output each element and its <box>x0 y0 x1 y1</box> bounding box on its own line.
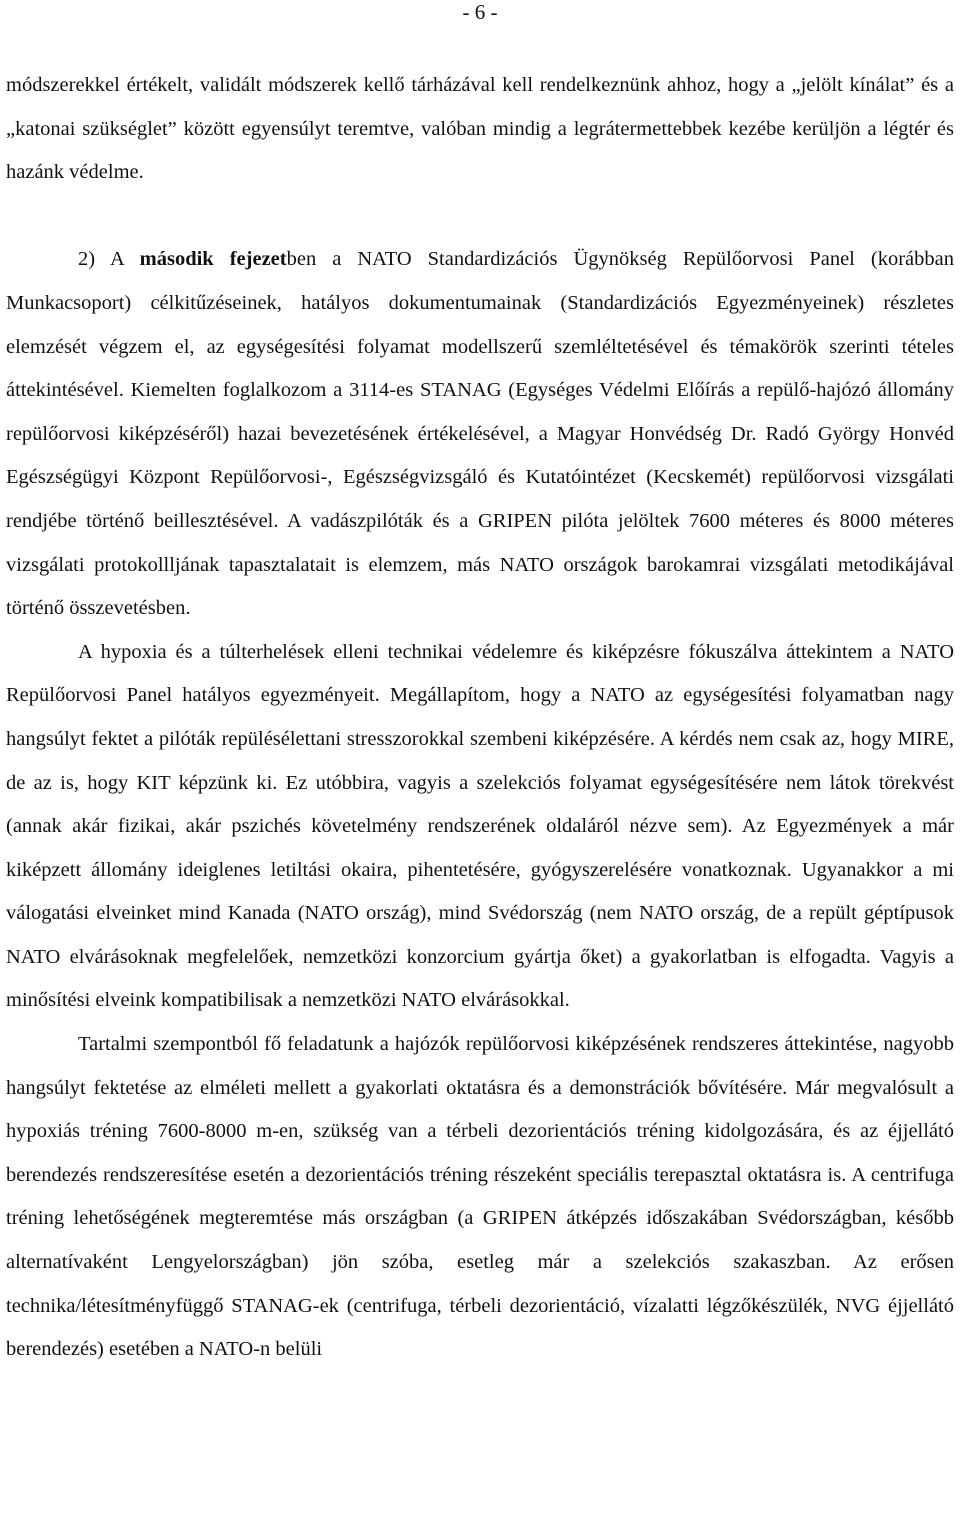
bold-word-masodik: második <box>139 248 214 271</box>
paragraph-chapter-two <box>6 238 954 630</box>
bold-word-fejezet: fejezet <box>229 248 287 271</box>
chapter-two-text: ben a NATO Standardizációs Ügynökség Repülőorvosi Panel (korábban Munkacsoport) célkitűzéseinek, hatályos dokumentumainak (Standardizációs Egyezményeinek) részletes elemzését végzem el, az egységesítési folyamat modellszerű szemléltetésével és témakörök szerinti tételes áttekintésével. Kiemelten foglalkozom a 3114-es STANAG (Egységes Védelmi Előírás a repülő-hajózó állomány repülőorvosi kiképzéséről) hazai bevezetésének értékelésével, a Magyar Honvédség Dr. Radó György Honvéd Egészségügyi Központ Repülőorvosi-, Egészségvizsgáló és Kutatóintézet (Kecskemét) repülőorvosi vizsgálati rendjébe történő beillesztésével. A vadászpilóták és a GRIPEN pilóta jelöltek 7600 méteres és 8000 méteres vizsgálati protokollljának tapasztalatait is elemzem, más NATO országok barokamrai vizsgálati metodikájával történő összevetésben. <box>6 248 954 620</box>
paragraph-training: Tartalmi szempontból fő feladatunk a hajózók repülőorvosi kiképzésének rendszeres áttekintése, nagyobb hangsúlyt fektetése az elméleti mellett a gyakorlati oktatásra és a demonstrációk bővítésére. Már megvalósult a hypoxiás tréning 7600-8000 m-en, szükség van a térbeli dezorientációs tréning kidolgozására, és az éjjellátó berendezés rendszeresítése esetén a dezorientációs tréning részeként speciális terepasztal oktatásra is. A centrifuga tréning lehetőségének megteremtése más országban (a GRIPEN átképzés időszakában Svédországban, később alternatívaként Lengyelországban) jön szóba, esetleg már a szelekciós szakaszban. Az erősen technika/létesítményfüggő STANAG-ek (centrifuga, térbeli dezorientáció, vízalatti légzőkészülék, NVG éjjellátó berendezés) esetében a NATO-n belüli <box>6 1033 954 1361</box>
paragraph-intro: módszerekkel értékelt, validált módszerek kellő tárházával kell rendelkeznünk ahhoz, hogy a „jelölt kínálat” és a „katonai szükséglet” között egyensúlyt teremtve, valóban mindig a legrátermettebbek kezébe kerüljön a légtér és hazánk védelme. <box>6 74 954 184</box>
word-space <box>214 248 230 270</box>
chapter-number: 2) A <box>78 248 140 271</box>
page-number: - 6 - <box>462 0 498 24</box>
paragraph-gap <box>6 195 954 239</box>
paragraph-hypoxia: A hypoxia és a túlterhelések elleni technikai védelemre és kiképzésre fókuszálva áttekintem a NATO Repülőorvosi Panel hatályos egyezményeit. Megállapítom, hogy a NATO az egységesítési folyamatban nagy hangsúlyt fektet a pilóták repülésélettani stresszorokkal szembeni kiképzésére. A kérdés nem csak az, hogy MIRE, de az is, hogy KIT képzünk ki. Ez utóbbira, vagyis a szelekciós folyamat egységesítésére nem látok törekvést (annak akár fizikai, akár pszichés követelmény rendszerének oldaláról nézve sem). Az Egyezmények a már kiképzett állomány ideiglenes letiltási okaira, pihentetésére, gyógyszerelésére vonatkoznak. Ugyanakkor a mi válogatási elveinket mind Kanada (NATO ország), mind Svédország (nem NATO ország, de a repült géptípusok NATO elvárásoknak megfelelőek, nemzetközi konzorcium gyártja őket) a gyakorlatban is elfogadta. Vagyis a minősítési elveink kompatibilisak a nemzetközi NATO elvárásokkal. <box>6 640 954 1012</box>
document-body <box>6 64 954 1372</box>
